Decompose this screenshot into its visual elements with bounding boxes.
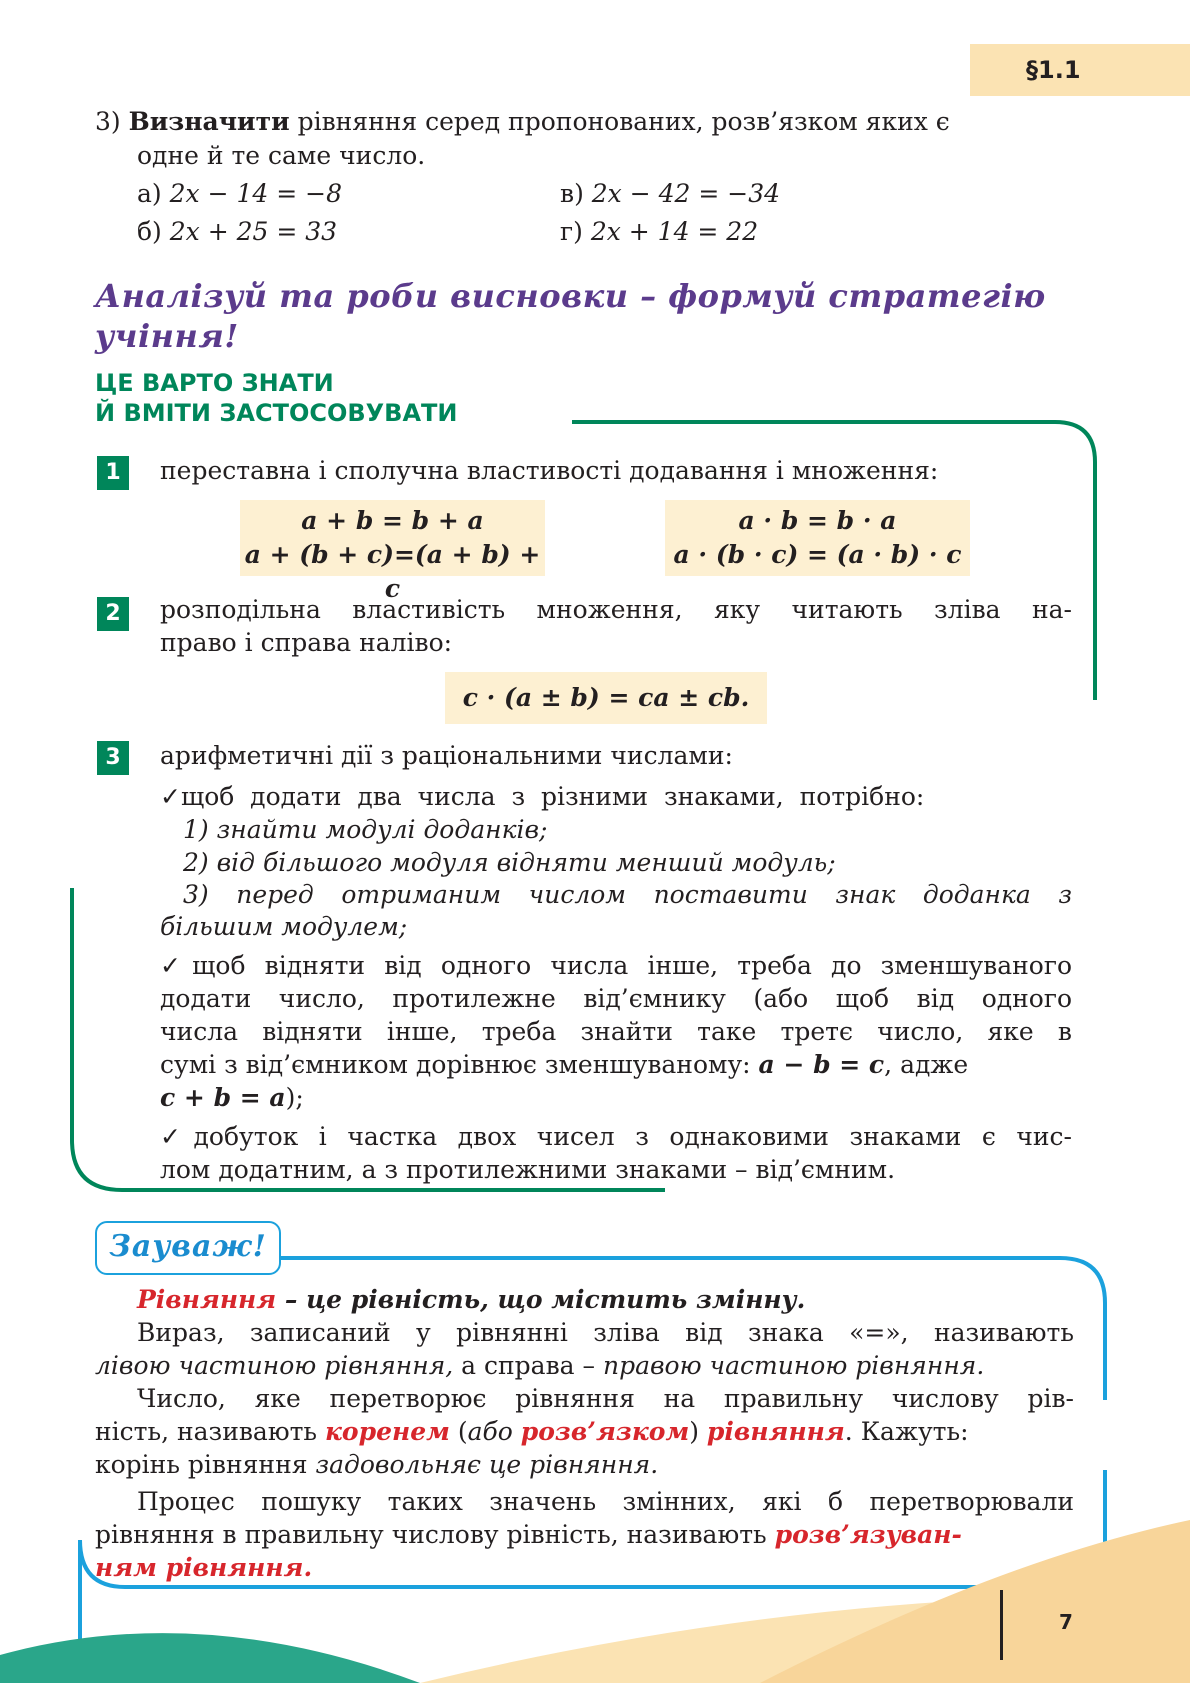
item3-bullet2-l3: числа відняти інше, треба знайти таке третє число, яке в — [160, 1017, 1072, 1046]
task3-number: 3) — [95, 107, 121, 136]
item3-step3-cont: більшим модулем; — [160, 912, 408, 941]
def-term: Рівняння — [137, 1285, 277, 1314]
item1-badge: 1 — [97, 456, 129, 490]
item3-bullet1: ✓щоб додати два числа з різними знаками, потрібно: — [160, 782, 925, 811]
option-eq: 2x + 14 = 22 — [590, 217, 759, 246]
text-italic: лівою частиною рівняння, — [95, 1351, 454, 1380]
know-heading-line1: ЦЕ ВАРТО ЗНАТИ — [95, 369, 334, 397]
text-italic: правою частиною рівняння. — [602, 1351, 985, 1380]
text-run: ( — [449, 1417, 468, 1446]
note-p3-line2 — [95, 1519, 1074, 1551]
item2-formula: c · (a ± b) = ca ± cb. — [445, 672, 767, 724]
option-eq: 2x − 42 = −34 — [591, 179, 781, 208]
term-koren: коренем — [325, 1417, 450, 1446]
text-italic: або — [467, 1417, 513, 1446]
text-run: ) — [689, 1417, 707, 1446]
option-eq: 2x + 25 = 33 — [169, 217, 338, 246]
formula-line: a · (b · c) = (a · b) · c — [673, 540, 962, 569]
item3-badge: 3 — [97, 741, 129, 775]
text-run: ність, називають — [95, 1417, 325, 1446]
item3-step2: 2) від більшого модуля відняти менший модуль; — [183, 848, 836, 877]
strategy-heading-line1: Аналізуй та роби висновки – формуй стратегію — [95, 277, 1046, 315]
text-run: рівняння в правильну числову рівність, називають — [95, 1520, 775, 1549]
page-number-separator — [1000, 1590, 1003, 1660]
option-eq: 2x − 14 = −8 — [169, 179, 342, 208]
task3-text: рівняння серед пропонованих, розв’язком яких є — [289, 107, 950, 136]
formula-inline: a − b = c — [758, 1050, 885, 1079]
text-run: а справа – — [453, 1351, 603, 1380]
text-run: ); — [285, 1083, 304, 1112]
formula-line: a · b = b · a — [738, 506, 897, 535]
section-number: §1.1 — [1026, 56, 1081, 84]
option-label: г) — [560, 217, 583, 246]
text-run: , адже — [884, 1050, 969, 1079]
item1-formula-right — [665, 500, 970, 576]
note-p1-line1: Вираз, записаний у рівнянні зліва від знака «=», називають — [137, 1318, 1074, 1347]
item2-line2: право і справа наліво: — [160, 628, 453, 657]
note-p3-line1: Процес пошуку таких значень змінних, які б перетворювали — [137, 1487, 1074, 1516]
text-run: сумі з від’ємником дорівнює зменшуваному: — [160, 1050, 759, 1079]
option-label: б) — [137, 217, 162, 246]
task3-option-v — [560, 178, 780, 210]
task3-lead: Визначити — [128, 107, 290, 136]
note-p2-line1: Число, яке перетворює рівняння на правильну числову рів- — [137, 1384, 1074, 1413]
item3-step3: 3) перед отриманим числом поставити знак доданка з — [183, 880, 1072, 909]
task3-option-a — [137, 178, 342, 210]
formula-line: a + b = b + a — [301, 506, 484, 535]
note-definition — [137, 1284, 805, 1316]
page-number: 7 — [1059, 1610, 1073, 1634]
note-p3-line3: ням рівняння. — [95, 1553, 313, 1582]
item2-badge: 2 — [97, 597, 129, 631]
item3-bullet2-l2: додати число, протилежне від’ємнику (або щоб від одного — [160, 984, 1072, 1013]
option-label: в) — [560, 179, 584, 208]
section-tab — [970, 44, 1190, 96]
text-italic: задовольняє це рівняння. — [315, 1450, 659, 1479]
note-title-box — [95, 1221, 281, 1275]
def-rest: – це рівність, що містить змінну. — [276, 1285, 806, 1314]
task3-option-g — [560, 216, 758, 248]
term-rivnyannya: рівняння — [706, 1417, 845, 1446]
note-p1-line2 — [95, 1350, 1074, 1382]
item3-bullet3-l1: ✓добуток і частка двох чисел з однаковими знаками є чис- — [160, 1122, 1072, 1151]
text-run: . Кажуть: — [844, 1417, 969, 1446]
item3-step1: 1) знайти модулі доданків; — [183, 815, 548, 844]
item1-text: переставна і сполучна властивості додавання і множення: — [160, 456, 939, 485]
text-run: корінь рівняння — [95, 1450, 316, 1479]
bottom-green-shape — [0, 1633, 420, 1683]
know-heading-line2: Й ВМІТИ ЗАСТОСОВУВАТИ — [95, 399, 458, 427]
item3-bullet2-l4 — [160, 1049, 1072, 1081]
strategy-heading-line2: учіння! — [95, 317, 239, 355]
term-rozvyazok: розв’язком — [520, 1417, 690, 1446]
item3-bullet2-l5 — [160, 1082, 304, 1114]
term-rozvyazuvannya: розв’язуван- — [774, 1520, 962, 1549]
note-title: Зауваж! — [109, 1229, 267, 1264]
task3-option-b — [137, 216, 337, 248]
item1-formula-left — [240, 500, 545, 603]
note-p2-line2 — [95, 1416, 1074, 1448]
task3-line2: одне й те саме число. — [137, 141, 426, 170]
text-run — [513, 1417, 521, 1446]
formula-inline: c + b = a — [160, 1083, 286, 1112]
item3-bullet3-l2: лом додатним, а з протилежними знаками – від’ємним. — [160, 1155, 896, 1184]
formula-line: a + (b + c)=(a + b) + c — [244, 540, 541, 603]
item3-bullet2-l1: ✓щоб відняти від одного числа інше, треба до зменшуваного — [160, 951, 1072, 980]
task3-line1 — [95, 106, 1075, 138]
note-p2-line3 — [95, 1449, 658, 1481]
item2-line1: розподільна властивість множення, яку читають зліва на- — [160, 595, 1072, 624]
item3-text: арифметичні дії з раціональними числами: — [160, 741, 733, 770]
option-label: а) — [137, 179, 162, 208]
